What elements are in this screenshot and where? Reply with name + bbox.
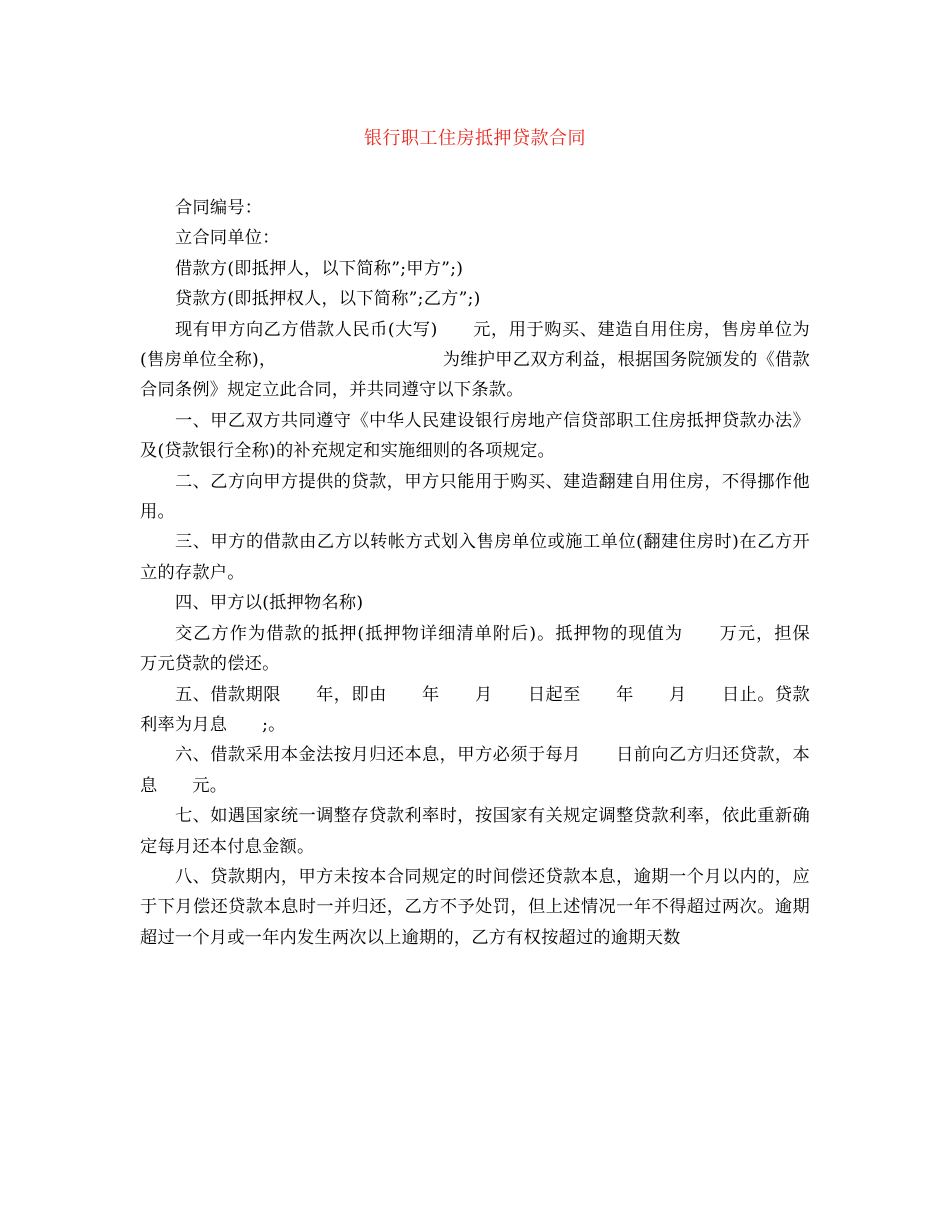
clause-7: 七、如遇国家统一调整存贷款利率时，按国家有关规定调整贷款利率，依此重新确定每月还本付息金额。 — [140, 806, 810, 857]
clause-4-body: 交乙方作为借款的抵押(抵押物详细清单附后)。抵押物的现值为 万元，担保 万元贷款的偿还。 — [140, 623, 845, 675]
clause-8: 八、贷款期内，甲方未按本合同规定的时间偿还贷款本息，逾期一个月以内的，应于下月偿还贷款本息时一并归还，乙方不予处罚，但上述情况一年不得超过两次。逾期超过一个月或一年内发生两次以上逾期的，乙方有权按超过的逾期天数 — [140, 866, 810, 948]
lender-line: 贷款方(即抵押权人，以下简称”;乙方”;) — [175, 289, 481, 310]
contract-body — [140, 193, 845, 953]
preamble-paragraph: 现有甲方向乙方借款人民币(大写) 元，用于购买、建造自用住房，售房单位为(售房单位全称)， 为维护甲乙双方利益，根据国务院颁发的《借款合同条例》规定立此合同，并共同遵守以下条款。 — [140, 319, 810, 401]
clause-4-heading: 四、甲方以(抵押物名称) — [175, 593, 364, 614]
contracting-party-line: 立合同单位： — [175, 228, 280, 249]
clause-2: 二、乙方向甲方提供的贷款，甲方只能用于购买、建造翻建自用住房，不得挪作他用。 — [140, 471, 810, 523]
clause-6: 六、借款采用本金法按月归还本息，甲方必须于每月 日前向乙方归还贷款，本息 元。 — [140, 745, 810, 796]
borrower-line: 借款方(即抵押人，以下简称”;甲方”;) — [175, 258, 464, 279]
contract-number-line: 合同编号： — [175, 198, 263, 218]
clause-5: 五、借款期限 年，即由 年 月 日起至 年 月 日止。贷款利率为月息 ;。 — [140, 684, 810, 735]
document-title: 银行职工住房抵押贷款合同 — [364, 128, 586, 149]
clause-1: 一、甲乙双方共同遵守《中华人民建设银行房地产信贷部职工住房抵押贷款办法》及(贷款银行全称)的补充规定和实施细则的各项规定。 — [140, 410, 810, 462]
clause-3: 三、甲方的借款由乙方以转帐方式划入售房单位或施工单位(翻建住房时)在乙方开立的存款户。 — [140, 532, 810, 583]
